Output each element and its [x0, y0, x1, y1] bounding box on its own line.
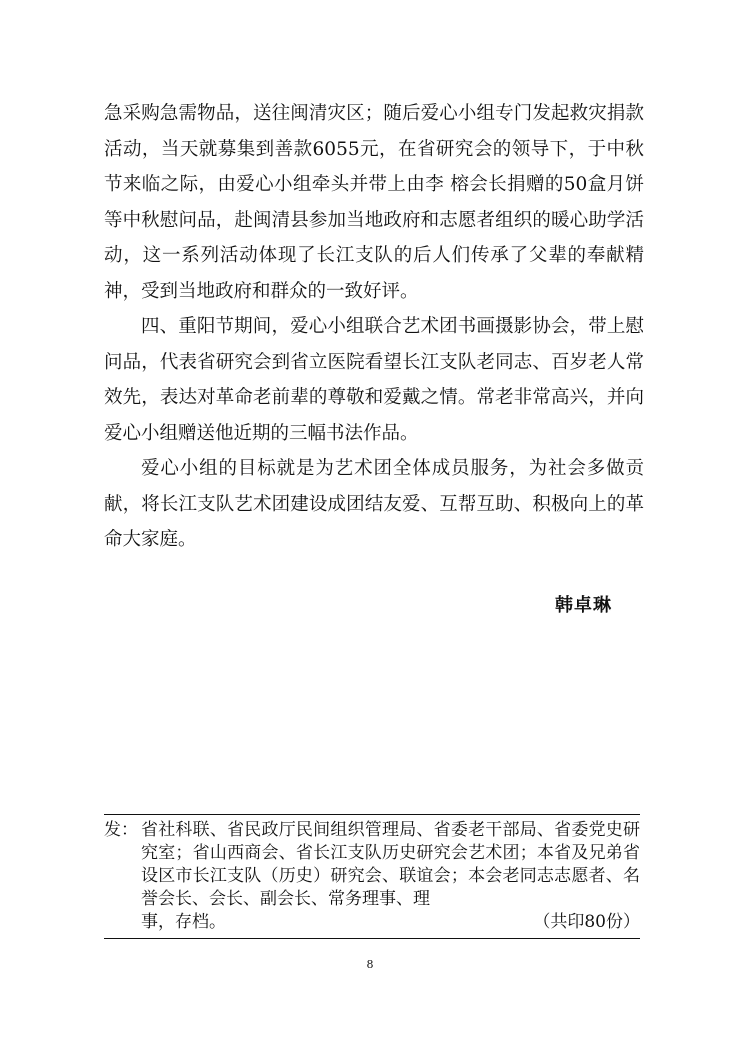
- distribution-recipients: 省社科联、省民政厅民间组织管理局、省委老干部局、省委党史研究室；省山西商会、省长江支队历史研究会艺术团；本省及兄弟省设区市长江支队（历史）研究会、联谊会；本会老同志志愿者、名誉会长、会长、副会长、常务理事、理: [141, 820, 640, 909]
- paragraph-double-ninth-festival: 四、重阳节期间，爱心小组联合艺术团书画摄影协会，带上慰问品，代表省研究会到省立医院看望长江支队老同志、百岁老人常效先，表达对革命老前辈的尊敬和爱戴之情。常老非常高兴，并向爱心小组赠送他近期的三幅书法作品。: [104, 316, 644, 444]
- page-number: 8: [366, 958, 374, 971]
- distribution-tail-row: [104, 911, 640, 934]
- paragraph-group-goal: 爱心小组的目标就是为艺术团全体成员服务，为社会多做贡献，将长江支队艺术团建设成团结友爱、互帮互助、积极向上的革命大家庭。: [104, 458, 644, 550]
- distribution-archive: 事，存档。: [141, 912, 226, 932]
- document-body: [104, 96, 644, 558]
- print-copies: （共印80份）: [533, 912, 640, 932]
- paragraph-continuation: 急采购急需物品，送往闽清灾区；随后爱心小组专门发起救灾捐款活动，当天就募集到善款6055元，在省研究会的领导下，于中秋节来临之际，由爱心小组牵头并带上由李 榕会长捐赠的50盒月饼等中秋慰问品，赴闽清县参加当地政府和志愿者组织的暖心助学活动，这一系列活动体现了长江支队的后人们传承了父辈的奉献精神，受到当地政府和群众的一致好评。: [104, 103, 644, 302]
- author-signature: 韩卓琳: [555, 595, 612, 616]
- distribution-label: 发：: [104, 820, 138, 840]
- distribution-row: [104, 819, 640, 911]
- distribution-list: [104, 814, 640, 939]
